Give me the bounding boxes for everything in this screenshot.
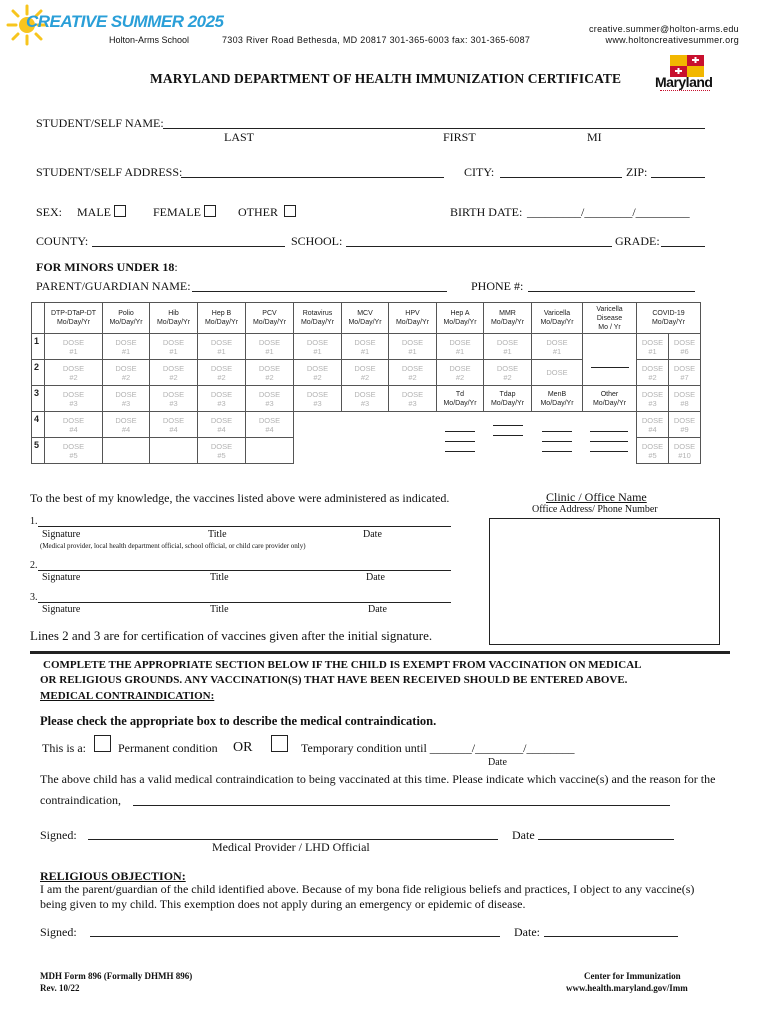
- school-label: SCHOOL:: [291, 234, 343, 248]
- dose-cell[interactable]: DOSE #3: [294, 386, 342, 412]
- address-label: STUDENT/SELF ADDRESS:: [36, 165, 183, 179]
- dose-cell[interactable]: DOSE #2: [637, 360, 669, 386]
- medical-date-field[interactable]: [538, 839, 674, 840]
- minors-heading: [36, 260, 178, 275]
- permanent-label: Permanent condition: [118, 741, 218, 755]
- school-field[interactable]: [346, 246, 612, 247]
- dose-cell[interactable]: DOSE #3: [103, 386, 150, 412]
- dose-cell[interactable]: DOSE #1: [294, 334, 342, 360]
- dose-cell[interactable]: DOSE #3: [637, 386, 669, 412]
- title-label: Title: [210, 604, 229, 615]
- signature-line-2[interactable]: [38, 570, 451, 571]
- female-label: FEMALE: [153, 205, 201, 219]
- first-label: FIRST: [443, 130, 476, 144]
- guardian-field[interactable]: [192, 291, 447, 292]
- dose-cell[interactable]: DOSE #2: [437, 360, 484, 386]
- dose-cell[interactable]: DOSE #3: [150, 386, 198, 412]
- row-number: 5: [32, 438, 45, 464]
- signature-line-3[interactable]: [38, 602, 451, 603]
- mi-label: MI: [587, 130, 602, 144]
- table-row: [32, 412, 701, 438]
- county-label: COUNTY:: [36, 234, 89, 248]
- row-number: 3: [32, 386, 45, 412]
- signed-label: Signed:: [40, 828, 77, 842]
- row-number: 4: [32, 412, 45, 438]
- exempt-instruction-1: COMPLETE THE APPROPRIATE SECTION BELOW IF THE CHILD IS EXEMPT FROM VACCINATION ON MEDICAL: [43, 659, 642, 671]
- header-cell: DTP-DTaP-DT Mo/Day/Yr: [45, 303, 103, 334]
- religious-heading: RELIGIOUS OBJECTION:: [40, 869, 186, 883]
- menb-header-cell: MenB Mo/Day/Yr: [532, 386, 583, 412]
- school-name: Holton-Arms School: [109, 35, 190, 45]
- dose-cell[interactable]: DOSE #2: [389, 360, 437, 386]
- dose-cell[interactable]: DOSE #6: [669, 334, 701, 360]
- dose-cell[interactable]: DOSE #2: [342, 360, 389, 386]
- religious-date-label: Date:: [514, 925, 540, 939]
- dose-cell[interactable]: DOSE #1: [103, 334, 150, 360]
- line-2-num: 2.: [30, 560, 38, 571]
- dose-cell[interactable]: DOSE #5: [637, 438, 669, 464]
- zip-label: ZIP:: [626, 165, 648, 179]
- religious-text-2: being given to my child. This exemption does not apply during an emergency or epidemic of disease.: [40, 897, 526, 911]
- phone-field[interactable]: [528, 291, 695, 292]
- header-cell: COVID-19 Mo/Day/Yr: [637, 303, 701, 334]
- dose-cell[interactable]: DOSE #8: [669, 386, 701, 412]
- student-name-field[interactable]: [163, 128, 705, 129]
- other-checkbox[interactable]: [284, 205, 296, 217]
- female-option[interactable]: [153, 205, 216, 220]
- dose-cell[interactable]: DOSE #3: [198, 386, 246, 412]
- dose-cell[interactable]: DOSE #1: [150, 334, 198, 360]
- last-label: LAST: [224, 130, 254, 144]
- header-cell: Varicella Disease Mo / Yr: [583, 303, 637, 334]
- page-title: MARYLAND DEPARTMENT OF HEALTH IMMUNIZATION CERTIFICATE: [150, 71, 622, 86]
- religious-signed-label: Signed:: [40, 925, 77, 939]
- medical-date-label: Date: [512, 828, 535, 842]
- clinic-title: Clinic / Office Name: [546, 490, 647, 504]
- tdap-header-cell: Tdap Mo/Day/Yr: [484, 386, 532, 412]
- dose-cell[interactable]: DOSE #4: [45, 412, 103, 438]
- sex-label: SEX:: [36, 205, 63, 219]
- male-label: MALE: [77, 205, 111, 219]
- header-cell: Hib Mo/Day/Yr: [150, 303, 198, 334]
- header-cell: Hep A Mo/Day/Yr: [437, 303, 484, 334]
- logo-text: CREATIVE SUMMER 2025: [26, 12, 224, 31]
- dose-cell[interactable]: DOSE #7: [669, 360, 701, 386]
- dose-cell[interactable]: DOSE #2: [103, 360, 150, 386]
- header-cell: Varicella Mo/Day/Yr: [532, 303, 583, 334]
- grade-field[interactable]: [661, 246, 705, 247]
- blank-cell: [246, 438, 294, 464]
- school-address: 7303 River Road Bethesda, MD 20817 301-365-6003 fax: 301-365-6087: [222, 35, 531, 45]
- dose-cell[interactable]: DOSE #3: [45, 386, 103, 412]
- medical-heading: MEDICAL CONTRAINDICATION:: [40, 690, 215, 702]
- date-label: Date: [368, 604, 387, 615]
- signature-label: Signature: [42, 604, 81, 615]
- signature-label: Signature: [42, 529, 81, 540]
- signature-label: Signature: [42, 572, 81, 583]
- line-3-num: 3.: [30, 592, 38, 603]
- table-row: [32, 386, 701, 412]
- header-cell: Rotavirus Mo/Day/Yr: [294, 303, 342, 334]
- blank-cell: [103, 438, 150, 464]
- grade-label: GRADE:: [615, 234, 660, 248]
- td-date-cell[interactable]: [437, 412, 484, 464]
- dose-cell[interactable]: DOSE #2: [484, 360, 532, 386]
- date-label: Date: [366, 572, 385, 583]
- birth-date-field[interactable]: _________/________/_________: [527, 205, 690, 219]
- minors-label: FOR MINORS UNDER 18: [36, 260, 175, 274]
- table-header-row: [32, 303, 701, 334]
- birth-date-label: BIRTH DATE:: [450, 205, 523, 219]
- phone-label: PHONE #:: [471, 279, 524, 293]
- footer-center: Center for Immunization: [584, 971, 681, 981]
- dose-cell[interactable]: DOSE #2: [294, 360, 342, 386]
- provider-label: Medical Provider / LHD Official: [212, 840, 370, 854]
- provider-note: (Medical provider, local health department official, school official, or child care provider only): [40, 542, 306, 550]
- immunization-table: [31, 302, 701, 464]
- city-field[interactable]: [500, 177, 622, 178]
- corner-cell: [32, 303, 45, 334]
- attest-statement: To the best of my knowledge, the vaccines listed above were administered as indicated.: [30, 491, 450, 505]
- other-date-cell[interactable]: [583, 412, 637, 464]
- dose-cell[interactable]: DOSE #1: [198, 334, 246, 360]
- header-cell: Polio Mo/Day/Yr: [103, 303, 150, 334]
- varicella-disease-cell[interactable]: [583, 334, 637, 386]
- clinic-stamp-box[interactable]: [489, 518, 720, 645]
- religious-signature-field[interactable]: [90, 936, 500, 937]
- dose-cell[interactable]: DOSE #1: [437, 334, 484, 360]
- dose-cell[interactable]: DOSE #4: [150, 412, 198, 438]
- check-instruction: Please check the appropriate box to describe the medical contraindication.: [40, 714, 437, 728]
- exempt-instruction-2: OR RELIGIOUS GROUNDS. ANY VACCINATION(S) THAT HAVE BEEN RECEIVED SHOULD BE ENTERED ABOVE.: [40, 674, 628, 686]
- dose-cell[interactable]: DOSE #2: [45, 360, 103, 386]
- menb-date-cell[interactable]: [532, 412, 583, 464]
- minors-colon: :: [174, 260, 178, 274]
- dose-cell[interactable]: DOSE #4: [103, 412, 150, 438]
- other-label: OTHER: [238, 205, 278, 219]
- religious-date-field[interactable]: [544, 936, 678, 937]
- contact-email[interactable]: creative.summer@holton-arms.edu: [589, 24, 739, 34]
- lines-note: Lines 2 and 3 are for certification of vaccines given after the initial signature.: [30, 628, 433, 643]
- dose-cell[interactable]: DOSE #4: [198, 412, 246, 438]
- row-number: 2: [32, 360, 45, 386]
- county-field[interactable]: [92, 246, 285, 247]
- dose-cell[interactable]: DOSE #3: [389, 386, 437, 412]
- dose-cell[interactable]: DOSE #2: [246, 360, 294, 386]
- female-checkbox[interactable]: [204, 205, 216, 217]
- other-header-cell: Other Mo/Day/Yr: [583, 386, 637, 412]
- student-name-label: STUDENT/SELF NAME:: [36, 116, 164, 130]
- dose-cell[interactable]: DOSE #4: [246, 412, 294, 438]
- this-is-a-label: This is a:: [42, 741, 86, 755]
- address-field[interactable]: [181, 177, 444, 178]
- table-row: [32, 334, 701, 360]
- religious-text-1: I am the parent/guardian of the child identified above. Because of my bona fide religious beliefs and practices, I object to any vaccine(s): [40, 882, 695, 896]
- dose-cell[interactable]: DOSE #5: [198, 438, 246, 464]
- clinic-subtitle: Office Address/ Phone Number: [532, 504, 658, 515]
- contact-website[interactable]: www.holtoncreativesummer.org: [605, 35, 739, 45]
- or-label: OR: [233, 740, 253, 755]
- dose-cell[interactable]: DOSE #5: [45, 438, 103, 464]
- dose-cell[interactable]: DOSE #1: [389, 334, 437, 360]
- dose-cell[interactable]: DOSE #2: [198, 360, 246, 386]
- footer-url[interactable]: www.health.maryland.gov/Imm: [566, 983, 688, 993]
- form-id: MDH Form 896 (Formally DHMH 896): [40, 971, 193, 981]
- dose-cell[interactable]: DOSE #1: [532, 334, 583, 360]
- header-cell: MCV Mo/Day/Yr: [342, 303, 389, 334]
- temporary-checkbox[interactable]: [271, 735, 288, 753]
- blank-cell: [150, 438, 198, 464]
- line-1-num: 1.: [30, 516, 38, 527]
- dose-cell[interactable]: DOSE #2: [150, 360, 198, 386]
- guardian-label: PARENT/GUARDIAN NAME:: [36, 279, 191, 293]
- dose-cell[interactable]: DOSE #1: [45, 334, 103, 360]
- dose-cell[interactable]: DOSE #1: [246, 334, 294, 360]
- title-label: Title: [210, 572, 229, 583]
- header-cell: PCV Mo/Day/Yr: [246, 303, 294, 334]
- dose-cell[interactable]: DOSE #3: [246, 386, 294, 412]
- dose-cell[interactable]: DOSE #1: [637, 334, 669, 360]
- dose-cell[interactable]: DOSE #1: [342, 334, 389, 360]
- blank-cell: [294, 412, 437, 464]
- contraindication-label: contraindication,: [40, 793, 121, 807]
- dose-cell[interactable]: DOSE #4: [637, 412, 669, 438]
- temporary-date-label: Date: [488, 757, 507, 768]
- section-divider: [30, 651, 730, 654]
- dose-cell[interactable]: DOSE #9: [669, 412, 701, 438]
- contraindication-field[interactable]: [133, 805, 670, 806]
- title-label: Title: [208, 529, 227, 540]
- dose-cell[interactable]: DOSE: [532, 360, 583, 386]
- dose-cell[interactable]: DOSE #3: [342, 386, 389, 412]
- signature-line-1[interactable]: [38, 526, 451, 527]
- header-cell: HPV Mo/Day/Yr: [389, 303, 437, 334]
- city-label: CITY:: [464, 165, 495, 179]
- male-option[interactable]: [77, 205, 126, 220]
- date-label: Date: [363, 529, 382, 540]
- zip-field[interactable]: [651, 177, 705, 178]
- maryland-logo-text: Maryland: [655, 74, 713, 90]
- td-header-cell: Td Mo/Day/Yr: [437, 386, 484, 412]
- valid-text: The above child has a valid medical contraindication to being vaccinated at this time. Please indicate which vaccine(s) and the reason for the: [40, 772, 716, 786]
- tdap-date-cell[interactable]: [484, 412, 532, 464]
- permanent-checkbox[interactable]: [94, 735, 111, 753]
- form-revision: Rev. 10/22: [40, 983, 80, 993]
- dose-cell[interactable]: DOSE #10: [669, 438, 701, 464]
- other-option[interactable]: [238, 205, 296, 220]
- row-number: 1: [32, 334, 45, 360]
- temporary-label[interactable]: Temporary condition until _______/________/________: [301, 741, 575, 755]
- dose-cell[interactable]: DOSE #1: [484, 334, 532, 360]
- male-checkbox[interactable]: [114, 205, 126, 217]
- header-cell: MMR Mo/Day/Yr: [484, 303, 532, 334]
- header-cell: Hep B Mo/Day/Yr: [198, 303, 246, 334]
